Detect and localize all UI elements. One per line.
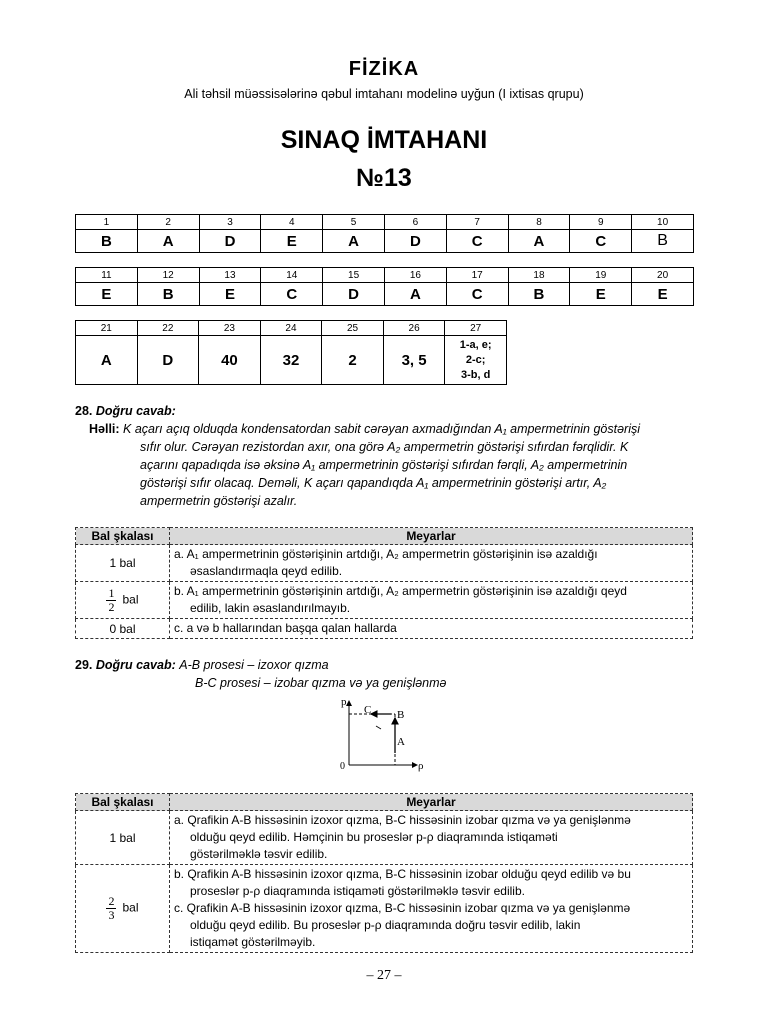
question-number-row	[76, 321, 507, 336]
answer-cell: B	[137, 283, 199, 306]
answer-cell: D	[323, 283, 385, 306]
q28-solution-text: sıfır olur. Cərəyan rezistordan axır, ona görə A₂ ampermetrin göstərişi sıfırdan fərqlidir. K	[140, 440, 629, 454]
answer-cell: E	[261, 230, 323, 253]
answer-cell: 32	[260, 336, 322, 385]
exam-number: №13	[356, 164, 412, 192]
question-number: 19	[570, 268, 632, 283]
y-axis-label: p	[341, 696, 347, 708]
answer-cell: B	[76, 230, 138, 253]
question-number: 26	[383, 321, 445, 336]
criteria-line: b. A₁ ampermetrinin göstərişinin artdığı, A₂ ampermetrin göstərişinin isə azaldığı qeyd	[174, 584, 627, 598]
q28-number: 28.	[75, 404, 93, 418]
answer-cell: E	[76, 283, 138, 306]
fraction-numerator: 1	[108, 585, 115, 600]
criteria-line: proseslər p-ρ diaqramında istiqaməti göstərilməklə təsvir edilib.	[190, 884, 525, 898]
question-number: 7	[446, 215, 508, 230]
answer-cell: 3, 5	[383, 336, 445, 385]
q28-solution-text: açarını qapadıqda isə əksinə A₁ ampermetrinin göstərişi sıfırdan fərqli, A₂ ampermetrinin	[140, 458, 628, 472]
question-number: 12	[137, 268, 199, 283]
answer-key-table-2	[75, 267, 694, 306]
origin-label: 0	[340, 761, 345, 772]
q29-number: 29.	[75, 658, 93, 672]
x-axis-label: ρ	[418, 760, 424, 772]
answer-cell: C	[446, 283, 508, 306]
score-column-header: Bal şkalası	[76, 528, 170, 545]
score-unit: bal	[122, 592, 139, 607]
question-number: 17	[446, 268, 508, 283]
criteria-line: a. Qrafikin A-B hissəsinin izoxor qızma, B-C hissəsinin izobar qızma və ya genişlənmə	[174, 813, 631, 827]
answer-cell: D	[199, 230, 261, 253]
answer-cell: 40	[199, 336, 261, 385]
answer-cell-27	[445, 336, 507, 385]
page-number: – 27 –	[366, 968, 402, 983]
criteria-cell	[170, 811, 693, 865]
criteria-row	[76, 811, 693, 865]
score-cell	[76, 582, 170, 619]
point-a-label: A	[397, 736, 405, 748]
score-unit: bal	[122, 900, 139, 915]
score-cell	[76, 865, 170, 953]
question-number: 13	[199, 268, 261, 283]
question-number: 2	[137, 215, 199, 230]
answer-cell: A	[384, 283, 446, 306]
score-cell: 1 bal	[76, 811, 170, 865]
answer-key-table-1	[75, 214, 694, 253]
question-number: 27	[445, 321, 507, 336]
answer-row	[76, 283, 694, 306]
question-number: 18	[508, 268, 570, 283]
q28-criteria-table	[75, 527, 693, 639]
question-number: 25	[322, 321, 384, 336]
criteria-row	[76, 619, 693, 639]
question-number: 21	[76, 321, 138, 336]
answer-cell: E	[632, 283, 694, 306]
answer-row	[76, 230, 694, 253]
question-number: 22	[137, 321, 199, 336]
subject-title: FİZİKA	[348, 58, 420, 80]
criteria-header-row	[76, 794, 693, 811]
answer-cell: D	[384, 230, 446, 253]
answer-cell: A	[508, 230, 570, 253]
criteria-column-header: Meyarlar	[170, 528, 693, 545]
answer-cell: E	[570, 283, 632, 306]
score-cell: 1 bal	[76, 545, 170, 582]
answer-cell: A	[76, 336, 138, 385]
criteria-line: istiqamət göstərilməyib.	[190, 935, 316, 949]
score-column-header: Bal şkalası	[76, 794, 170, 811]
exam-title: SINAQ İMTAHANI	[280, 126, 488, 154]
score-fraction	[106, 587, 116, 614]
answer-27-line: 3-b, d	[461, 368, 491, 381]
answer-cell: D	[137, 336, 199, 385]
point-b-label: B	[397, 709, 405, 721]
answer-cell: C	[570, 230, 632, 253]
answer-cell: C	[446, 230, 508, 253]
criteria-line: a. A₁ ampermetrinin göstərişinin artdığı, A₂ ampermetrin göstərişinin isə azaldığı	[174, 547, 598, 561]
criteria-line: olduğu qeyd edilib. Bu proseslər p-ρ diaqramında doğru təsvir edilib, lakin	[190, 918, 581, 932]
fraction-numerator: 2	[108, 894, 115, 908]
answer-cell: E	[199, 283, 261, 306]
q29-criteria-table	[75, 793, 693, 953]
criteria-line: c. a və b hallarından başqa qalan hallarda	[174, 621, 397, 635]
answer-27-line: 1-a, e;	[459, 338, 492, 351]
p-rho-diagram	[335, 693, 435, 773]
criteria-line: edilib, lakin əsaslandırılmayıb.	[190, 601, 351, 615]
answer-cell: A	[137, 230, 199, 253]
question-number: 10	[632, 215, 694, 230]
question-number: 3	[199, 215, 261, 230]
criteria-cell	[170, 582, 693, 619]
q28-solution-text: ampermetrin göstərişi azalır.	[140, 494, 298, 508]
answer-cell: A	[323, 230, 385, 253]
criteria-cell	[170, 619, 693, 639]
point-c-label: C	[364, 704, 372, 716]
question-number: 20	[632, 268, 694, 283]
q28-correct-label: Doğru cavab:	[95, 404, 176, 418]
score-cell: 0 bal	[76, 619, 170, 639]
question-number-row	[76, 268, 694, 283]
criteria-line: b. Qrafikin A-B hissəsinin izoxor qızma, B-C hissəsinin izobar olduğu qeyd edilib və bu	[174, 867, 631, 881]
q28-solution-first-line	[75, 420, 695, 438]
question-number: 16	[384, 268, 446, 283]
q29-solution	[75, 656, 695, 692]
criteria-line: göstərilməklə təsvir edilib.	[190, 847, 328, 861]
criteria-line: əsaslandırmaqla qeyd edilib.	[190, 564, 343, 578]
question-number: 6	[384, 215, 446, 230]
criteria-column-header: Meyarlar	[170, 794, 693, 811]
question-number: 15	[323, 268, 385, 283]
question-number: 24	[260, 321, 322, 336]
answer-row	[76, 336, 507, 385]
q28-solution-label: Həlli:	[89, 422, 120, 436]
question-number: 8	[508, 215, 570, 230]
fraction-denominator: 2	[108, 599, 115, 614]
subtitle: Ali təhsil müəssisələrinə qəbul imtahanı modelinə uyğun (I ixtisas qrupu)	[184, 87, 584, 101]
q29-answer-line: A-B prosesi – izoxor qızma	[179, 658, 329, 672]
question-number: 4	[261, 215, 323, 230]
criteria-header-row	[76, 528, 693, 545]
question-number: 11	[76, 268, 138, 283]
criteria-cell	[170, 865, 693, 953]
q28-solution	[75, 402, 695, 510]
question-number: 23	[199, 321, 261, 336]
answer-27-line: 2-c;	[465, 353, 486, 366]
question-number: 1	[76, 215, 138, 230]
score-fraction	[106, 895, 116, 922]
q29-correct-label: Doğru cavab:	[95, 658, 176, 672]
q28-header	[75, 402, 695, 420]
criteria-line: olduğu qeyd edilib. Həmçinin bu proseslər p-ρ diaqramında istiqaməti	[190, 830, 558, 844]
criteria-cell	[170, 545, 693, 582]
criteria-row	[76, 865, 693, 953]
q29-header	[75, 656, 695, 674]
fraction-denominator: 3	[108, 908, 115, 922]
tick-mark	[376, 726, 381, 729]
q28-solution-text: göstərişi sıfır olacaq. Deməli, K açarı qapandıqda A₁ ampermetrinin göstərişi artır, A₂	[140, 476, 607, 490]
answer-key-table-3	[75, 320, 507, 385]
answer-cell: B	[508, 283, 570, 306]
question-number-row	[76, 215, 694, 230]
q29-answer-line: B-C prosesi – izobar qızma və ya genişlənmə	[195, 676, 447, 690]
criteria-row	[76, 582, 693, 619]
answer-cell: 2	[322, 336, 384, 385]
answer-cell: C	[261, 283, 323, 306]
q28-solution-text: K açarı açıq olduqda kondensatordan sabit cərəyan axmadığından A₁ ampermetrinin göstərişi	[123, 422, 641, 436]
answer-cell: B	[632, 230, 694, 253]
criteria-line: c. Qrafikin A-B hissəsinin izoxor qızma, B-C hissəsinin izobar qızma və ya genişlənmə	[174, 901, 631, 915]
criteria-row	[76, 545, 693, 582]
question-number: 14	[261, 268, 323, 283]
question-number: 9	[570, 215, 632, 230]
question-number: 5	[323, 215, 385, 230]
